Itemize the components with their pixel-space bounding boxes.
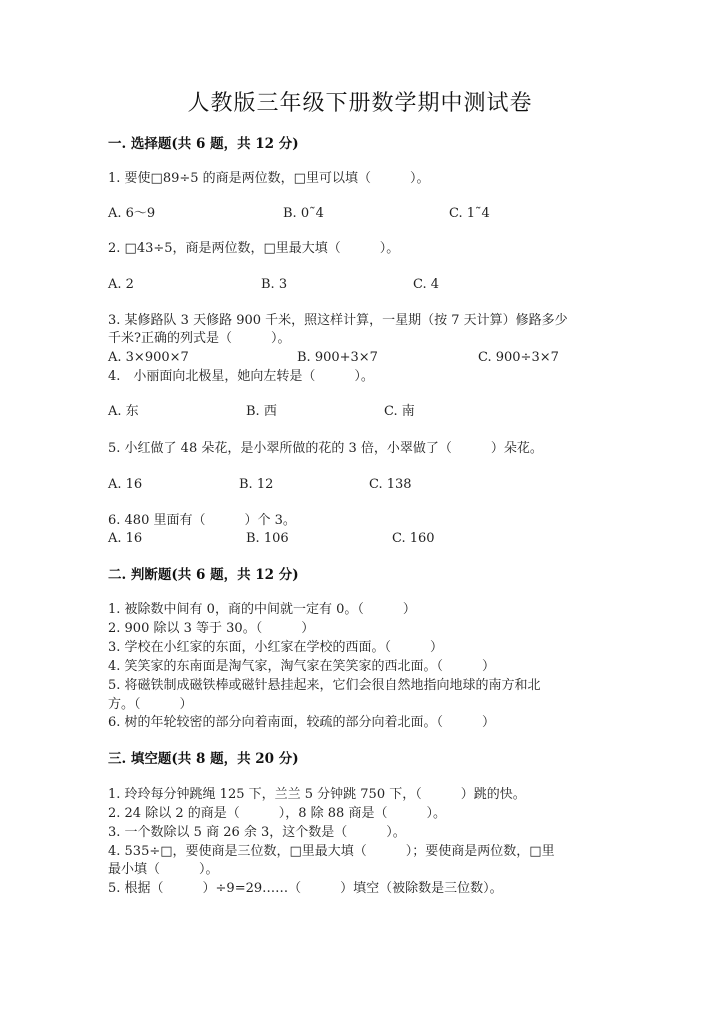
section-heading-judge: 二. 判断题(共 6 题，共 12 分) — [108, 567, 299, 583]
option-c: C. 4 — [413, 277, 440, 292]
option-a: A. 16 — [108, 531, 143, 546]
question-text: 4. 小丽面向北极星，她向左转是（ ）。 — [108, 369, 374, 384]
option-b: B. 西 — [246, 404, 277, 419]
option-a: A. 3×900×7 — [108, 350, 189, 365]
question-text: 2. □43÷5，商是两位数，□里最大填（ ）。 — [108, 241, 400, 256]
option-a: A. 2 — [108, 277, 134, 292]
option-b: B. 3 — [261, 277, 288, 292]
option-a: A. 东 — [108, 404, 139, 419]
option-c: C. 1˜4 — [449, 206, 490, 221]
question-text: 5. 小红做了 48 朵花，是小翠所做的花的 3 倍，小翠做了（ ）朵花。 — [108, 441, 543, 456]
fill-line: 4. 535÷□，要使商是三位数，□里最大填（ ）；要使商是两位数，□里 — [108, 844, 555, 859]
judge-line: 2. 900 除以 3 等于 30。（ ） — [108, 621, 315, 636]
judge-line: 5. 将磁铁制成磁铁棒或磁针悬挂起来，它们会很自然地指向地球的南方和北 — [108, 678, 541, 693]
option-b: B. 0˜4 — [283, 206, 324, 221]
question-text: 6. 480 里面有（ ）个 3。 — [108, 513, 296, 528]
question-text: 3. 某修路队 3 天修路 900 千米，照这样计算，一星期（按 7 天计算）修路多少 — [108, 313, 568, 328]
page-title: 人教版三年级下册数学期中测试卷 — [187, 91, 533, 116]
judge-line: 3. 学校在小红家的东面，小红家在学校的西面。（ ） — [108, 640, 444, 655]
option-b: B. 12 — [239, 477, 274, 492]
option-c: C. 138 — [369, 477, 412, 492]
fill-line: 1. 玲玲每分钟跳绳 125 下，兰兰 5 分钟跳 750 下，（ ）跳的快。 — [108, 787, 526, 802]
question-text-cont: 千米?正确的列式是（ ）。 — [108, 331, 291, 346]
judge-line: 4. 笑笑家的东南面是淘气家，淘气家在笑笑家的西北面。（ ） — [108, 659, 496, 674]
judge-line: 方。（ ） — [108, 697, 193, 712]
option-a: A. 6～9 — [108, 206, 156, 221]
section-heading-choice: 一. 选择题(共 6 题，共 12 分) — [108, 136, 299, 152]
fill-line: 3. 一个数除以 5 商 26 余 3，这个数是（ ）。 — [108, 825, 406, 840]
question-text: 1. 要使□89÷5 的商是两位数，□里可以填（ ）。 — [108, 171, 430, 186]
fill-line: 最小填（ ）。 — [108, 862, 219, 877]
option-c: C. 160 — [392, 531, 435, 546]
option-c: C. 900÷3×7 — [478, 350, 559, 365]
option-b: B. 900+3×7 — [297, 350, 378, 365]
option-a: A. 16 — [108, 477, 143, 492]
fill-line: 2. 24 除以 2 的商是（ ），8 除 88 商是（ ）。 — [108, 806, 446, 821]
option-c: C. 南 — [384, 404, 415, 419]
judge-line: 1. 被除数中间有 0，商的中间就一定有 0。（ ） — [108, 602, 416, 617]
section-heading-fill: 三. 填空题(共 8 题，共 20 分) — [108, 751, 299, 767]
option-b: B. 106 — [246, 531, 289, 546]
judge-line: 6. 树的年轮较密的部分向着南面，较疏的部分向着北面。（ ） — [108, 715, 496, 730]
fill-line: 5. 根据（ ）÷9=29……（ ）填空（被除数是三位数）。 — [108, 881, 503, 896]
